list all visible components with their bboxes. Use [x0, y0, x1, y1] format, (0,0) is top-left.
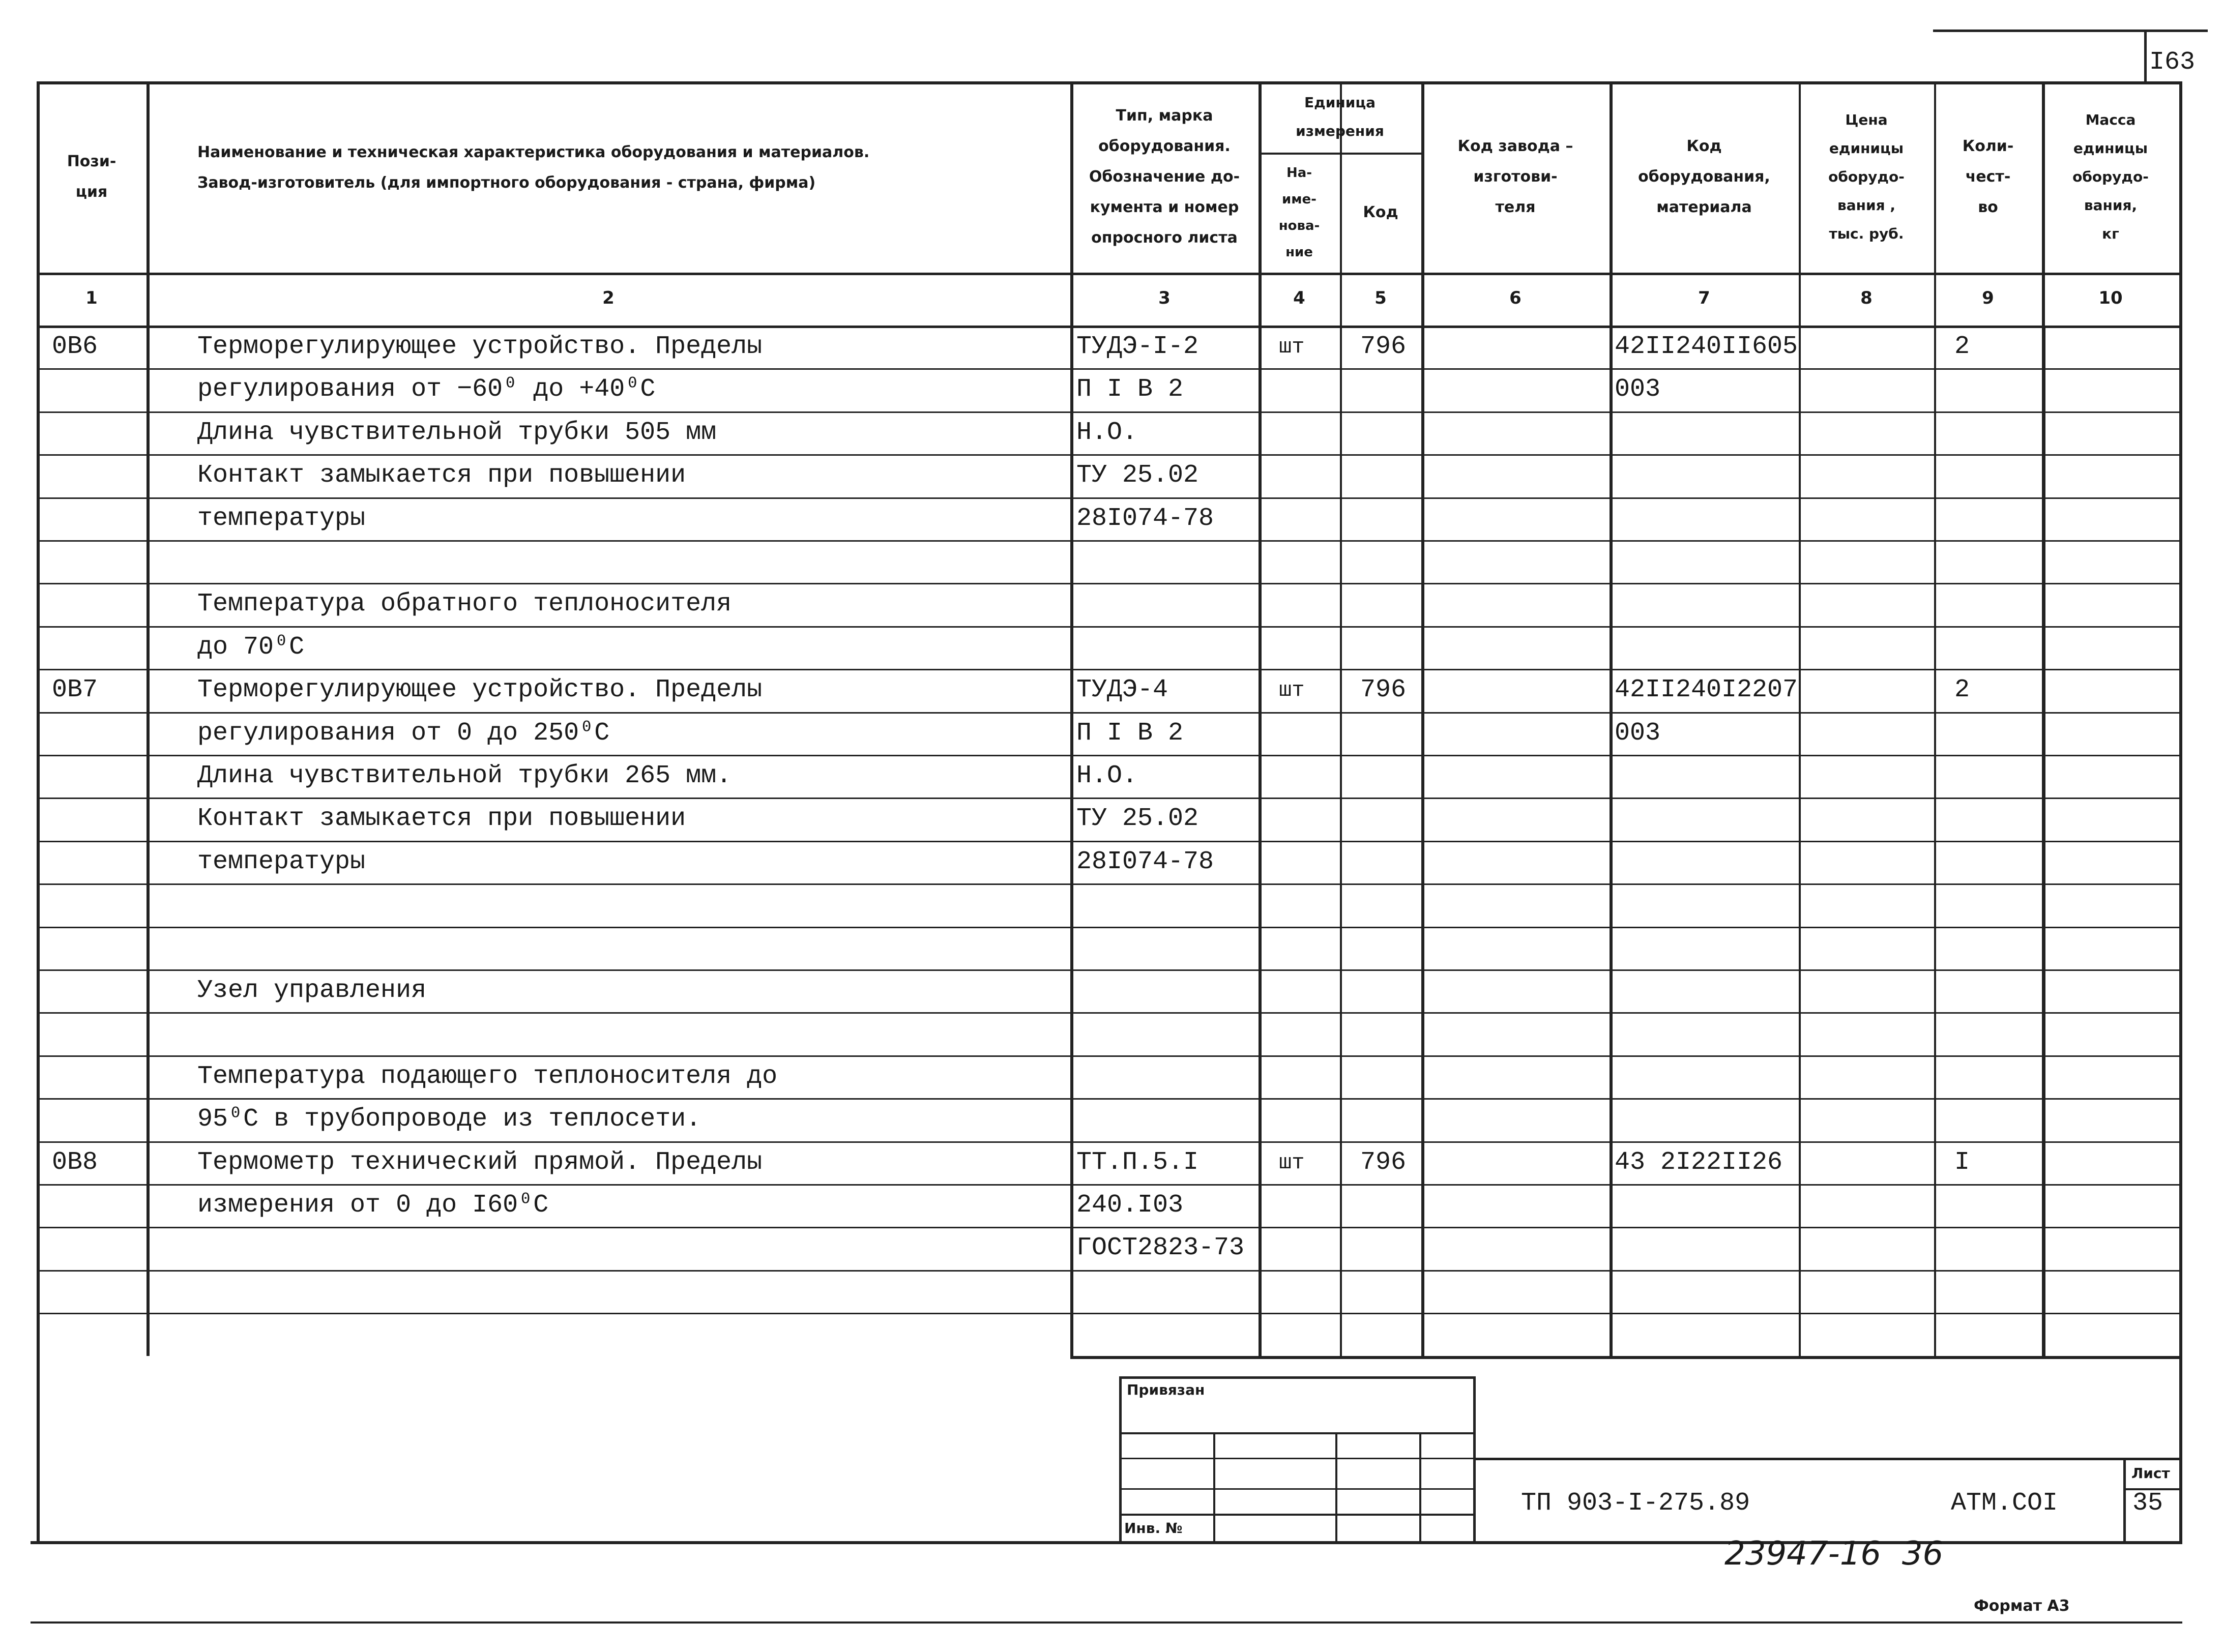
- header-equipment-code-line: Код: [1686, 137, 1722, 155]
- cell-item-name: Терморегулирующее устройство. Пределы: [197, 675, 763, 705]
- header-unit-code-line: Код: [1363, 203, 1398, 221]
- column-number: 6: [1509, 288, 1522, 308]
- cell-item-name: регулирования от 0 до 250⁰С: [197, 718, 610, 748]
- header-position-line: Пози-: [67, 153, 116, 170]
- column-number: 9: [1982, 288, 1994, 308]
- cell-item-name: Узел управления: [197, 976, 427, 1005]
- cell-quantity: I: [1954, 1147, 1970, 1177]
- column-number: 8: [1860, 288, 1873, 308]
- cell-equipment-code: 42II240II605: [1615, 332, 1798, 361]
- cell-type-mark: ТУ 25.02: [1076, 804, 1199, 834]
- header-quantity-line: Коли-: [1962, 137, 2014, 155]
- cell-type-mark: Н.О.: [1076, 761, 1138, 790]
- column-number: 10: [2098, 288, 2123, 308]
- cell-item-name: измерения от 0 до I60⁰С: [197, 1191, 549, 1220]
- header-unit-mass: [2042, 81, 2179, 273]
- header-type-line: опросного листа: [1091, 229, 1238, 247]
- header-unit-group-line: Единица: [1304, 94, 1376, 111]
- cell-item-name: Длина чувствительной трубки 505 мм: [197, 418, 717, 447]
- cell-position: 0В7: [52, 675, 98, 705]
- cell-quantity: 2: [1954, 332, 1970, 361]
- header-manufacturer-code-line: Код завода –: [1457, 137, 1573, 155]
- cell-type-mark: П I В 2: [1076, 718, 1184, 748]
- cell-type-mark: ТТ.П.5.I: [1076, 1147, 1199, 1177]
- header-unit-price-line: Цена: [1845, 111, 1888, 128]
- header-unit-code: [1340, 153, 1421, 273]
- cell-unit-code: 796: [1360, 332, 1407, 361]
- header-unit-group-line: измерения: [1296, 123, 1384, 139]
- header-unit-price-line: вания ,: [1837, 197, 1895, 214]
- header-manufacturer-code: [1421, 81, 1610, 273]
- header-type-line: кумента и номер: [1090, 198, 1239, 216]
- header-unit-name-line: име-: [1282, 192, 1317, 207]
- header-unit-mass-line: вания,: [2084, 197, 2138, 214]
- cell-item-name: Температура подающего теплоносителя до: [197, 1061, 778, 1091]
- header-type-line: Обозначение до-: [1089, 168, 1240, 186]
- cell-item-name: Длина чувствительной трубки 265 мм.: [197, 761, 732, 790]
- cell-type-mark: 28I074-78: [1076, 504, 1214, 533]
- header-unit-price-line: единицы: [1829, 140, 1904, 157]
- header-type: [1070, 81, 1259, 273]
- header-equipment-code-line: материала: [1656, 198, 1752, 216]
- cell-type-mark: 240.I03: [1076, 1191, 1184, 1220]
- cell-item-name: температуры: [197, 504, 366, 533]
- header-unit-mass-line: кг: [2102, 225, 2119, 242]
- cell-item-name: Контакт замыкается при повышении: [197, 804, 686, 834]
- cell-item-name: Контакт замыкается при повышении: [197, 461, 686, 490]
- cell-type-mark: ТУДЭ-4: [1076, 675, 1168, 705]
- header-unit-price-line: оборудо-: [1828, 168, 1905, 185]
- header-manufacturer-code-line: изготови-: [1473, 168, 1558, 186]
- inventory-label: Инв. №: [1124, 1520, 1183, 1537]
- format-label: Формат А3: [1974, 1597, 2070, 1615]
- column-number: 2: [602, 288, 615, 308]
- bound-label: Привязан: [1127, 1381, 1205, 1398]
- cell-equipment-code: 43 2I22II26: [1615, 1147, 1783, 1177]
- cell-type-mark: 28I074-78: [1076, 847, 1214, 876]
- header-equipment-code-line: оборудования,: [1638, 168, 1770, 186]
- cell-item-name: регулирования от −60⁰ до +40⁰С: [197, 375, 656, 404]
- column-number: 3: [1158, 288, 1171, 308]
- cell-unit-code: 796: [1360, 1147, 1407, 1177]
- header-unit-group: [1259, 81, 1421, 153]
- header-unit-price-line: тыс. руб.: [1829, 225, 1904, 242]
- header-name-line: Наименование и техническая характеристика оборудования и материалов.: [197, 143, 870, 161]
- document-code: ТП 903-I-275.89: [1521, 1489, 1750, 1518]
- cell-unit-name: шт: [1279, 678, 1305, 703]
- cell-type-mark: П I В 2: [1076, 375, 1184, 404]
- header-unit-name-line: На-: [1286, 165, 1312, 181]
- cell-position: 0В6: [52, 332, 98, 361]
- cell-type-mark: ГОСТ2823-73: [1076, 1233, 1245, 1263]
- header-name-line: Завод-изготовитель (для импортного оборудования - страна, фирма): [197, 174, 816, 192]
- corner-sheet-number: I63: [2149, 48, 2196, 77]
- cell-equipment-code: 003: [1615, 718, 1661, 748]
- cell-position: 0В8: [52, 1147, 98, 1177]
- cell-item-name: Термометр технический прямой. Пределы: [197, 1147, 763, 1177]
- header-unit-name: [1259, 153, 1340, 273]
- cell-equipment-code: 003: [1615, 375, 1661, 404]
- header-position-line: ция: [75, 183, 108, 201]
- cell-item-name: Терморегулирующее устройство. Пределы: [197, 332, 763, 361]
- header-unit-mass-line: оборудо-: [2072, 168, 2149, 185]
- header-type-line: Тип, марка: [1116, 107, 1213, 125]
- cell-type-mark: Н.О.: [1076, 418, 1138, 447]
- header-unit-price: [1799, 81, 1934, 273]
- header-position: [37, 81, 147, 273]
- header-unit-mass-line: единицы: [2073, 140, 2148, 157]
- cell-unit-name: шт: [1279, 335, 1305, 359]
- header-manufacturer-code-line: теля: [1495, 198, 1536, 216]
- header-type-line: оборудования.: [1098, 137, 1231, 155]
- cell-equipment-code: 42II240I2207: [1615, 675, 1798, 705]
- column-number: 1: [85, 288, 98, 308]
- header-quantity-line: чест-: [1965, 168, 2011, 186]
- cell-item-name: температуры: [197, 847, 366, 876]
- cell-unit-name: шт: [1279, 1150, 1305, 1175]
- header-quantity: [1934, 81, 2042, 273]
- cell-type-mark: ТУ 25.02: [1076, 461, 1199, 490]
- cell-item-name: 95⁰С в трубопроводе из теплосети.: [197, 1105, 701, 1134]
- header-unit-mass-line: Масса: [2085, 111, 2136, 128]
- document-mark: АТМ.СОI: [1951, 1489, 2058, 1518]
- header-unit-name-line: нова-: [1278, 218, 1320, 233]
- cell-quantity: 2: [1954, 675, 1970, 705]
- column-number: 4: [1293, 288, 1305, 308]
- cell-unit-code: 796: [1360, 675, 1407, 705]
- cell-type-mark: ТУДЭ-I-2: [1076, 332, 1199, 361]
- header-quantity-line: во: [1978, 198, 1998, 216]
- header-name: [197, 112, 1060, 224]
- stamp-number: 23947-16 36: [1724, 1535, 1944, 1573]
- sheet-label: Лист: [2131, 1465, 2170, 1482]
- cell-item-name: Температура обратного теплоносителя: [197, 589, 732, 619]
- column-number: 5: [1374, 288, 1387, 308]
- column-number: 7: [1698, 288, 1710, 308]
- header-unit-name-line: ние: [1285, 245, 1313, 260]
- sheet-number: 35: [2132, 1489, 2163, 1518]
- header-equipment-code: [1610, 81, 1799, 273]
- cell-item-name: до 70⁰С: [197, 632, 305, 662]
